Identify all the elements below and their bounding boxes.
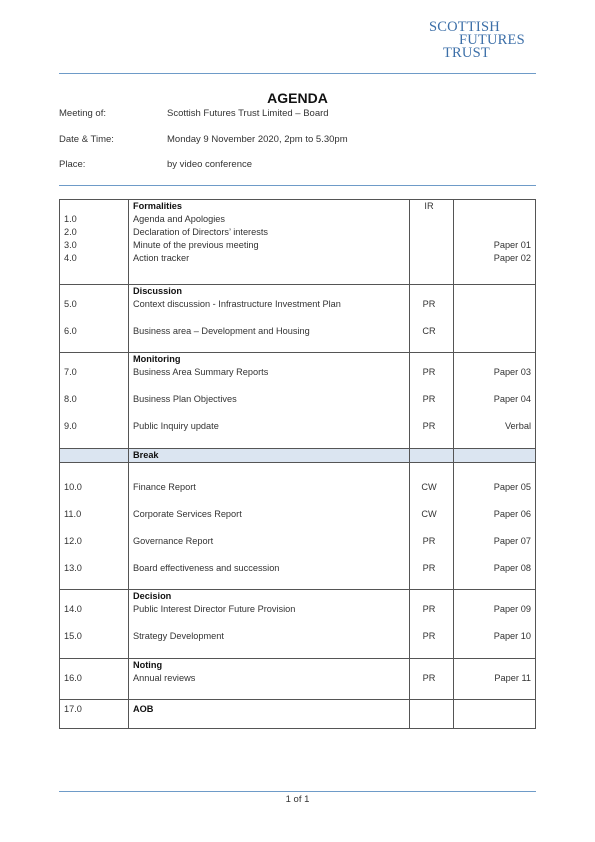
cell-content bbox=[410, 449, 453, 462]
item-number: 2.0 bbox=[64, 227, 77, 237]
item-paper: Verbal bbox=[504, 421, 531, 431]
agenda-cell bbox=[410, 463, 454, 590]
section-heading: Decision bbox=[133, 591, 172, 601]
cell-content bbox=[410, 285, 453, 352]
item-lead: PR bbox=[422, 673, 436, 683]
item-title: AOB bbox=[133, 704, 154, 714]
item-title: Board effectiveness and succession bbox=[133, 563, 280, 573]
item-title: Minute of the previous meeting bbox=[133, 240, 259, 250]
cell-content bbox=[454, 353, 535, 448]
item-paper: Paper 11 bbox=[494, 673, 531, 683]
agenda-cell bbox=[129, 353, 410, 449]
meta-value: by video conference bbox=[167, 159, 253, 170]
item-paper: Paper 05 bbox=[493, 482, 531, 492]
page-number: 1 of 1 bbox=[285, 794, 310, 805]
logo-line-trust: TRUST bbox=[443, 45, 490, 61]
agenda-body bbox=[60, 200, 536, 729]
item-title: Annual reviews bbox=[133, 673, 196, 683]
cell-content bbox=[454, 700, 535, 728]
agenda-cell bbox=[454, 200, 536, 285]
cell-content bbox=[410, 590, 453, 658]
agenda-section bbox=[60, 463, 536, 590]
item-title: Action tracker bbox=[133, 253, 190, 263]
item-paper: Paper 04 bbox=[493, 394, 531, 404]
item-number: 16.0 bbox=[64, 673, 82, 683]
agenda-cell bbox=[60, 463, 129, 590]
agenda-cell bbox=[129, 590, 410, 659]
item-lead: CW bbox=[421, 509, 437, 519]
agenda-cell bbox=[129, 659, 410, 700]
item-number: 6.0 bbox=[64, 326, 77, 336]
agenda-section bbox=[60, 659, 536, 700]
agenda-cell bbox=[60, 590, 129, 659]
agenda-cell bbox=[60, 200, 129, 285]
agenda-cell bbox=[60, 700, 129, 729]
agenda-section bbox=[60, 449, 536, 463]
item-title: Corporate Services Report bbox=[133, 509, 242, 519]
agenda-cell bbox=[410, 200, 454, 285]
agenda-cell bbox=[129, 700, 410, 729]
agenda-cell bbox=[129, 463, 410, 590]
item-lead: PR bbox=[422, 367, 436, 377]
cell-content bbox=[454, 659, 535, 699]
item-lead: PR bbox=[422, 631, 436, 641]
section-lead: IR bbox=[424, 201, 434, 211]
item-lead: PR bbox=[422, 563, 436, 573]
sft-logo bbox=[429, 21, 525, 60]
item-paper: Paper 07 bbox=[493, 536, 531, 546]
agenda-cell bbox=[410, 700, 454, 729]
cell-content bbox=[454, 463, 535, 589]
item-number: 15.0 bbox=[64, 631, 82, 641]
item-title: Agenda and Apologies bbox=[133, 214, 225, 224]
cell-content bbox=[60, 590, 128, 658]
agenda-cell bbox=[454, 659, 536, 700]
agenda-cell bbox=[454, 590, 536, 659]
item-lead: PR bbox=[422, 604, 436, 614]
meta-label: Place: bbox=[59, 159, 86, 170]
item-paper: Paper 06 bbox=[493, 509, 531, 519]
item-title: Public Interest Director Future Provision bbox=[133, 604, 296, 614]
item-title: Finance Report bbox=[133, 482, 196, 492]
item-paper: Paper 09 bbox=[493, 604, 531, 614]
agenda-cell bbox=[60, 659, 129, 700]
section-heading: Discussion bbox=[133, 286, 183, 296]
item-title: Public Inquiry update bbox=[133, 421, 219, 431]
cell-content bbox=[129, 590, 409, 658]
item-number: 8.0 bbox=[64, 394, 77, 404]
agenda-cell bbox=[60, 449, 129, 463]
section-heading: Break bbox=[133, 450, 159, 460]
agenda-section bbox=[60, 700, 536, 729]
logo-line-futures: FUTURES bbox=[459, 32, 525, 48]
cell-content bbox=[129, 463, 409, 589]
cell-content bbox=[129, 449, 409, 462]
agenda-section bbox=[60, 353, 536, 449]
item-title: Business Area Summary Reports bbox=[133, 367, 269, 377]
agenda-cell bbox=[129, 200, 410, 285]
item-number: 7.0 bbox=[64, 367, 77, 377]
section-heading: Formalities bbox=[133, 201, 183, 211]
item-lead: PR bbox=[422, 394, 436, 404]
agenda-cell bbox=[60, 353, 129, 449]
agenda-cell bbox=[454, 463, 536, 590]
agenda-cell bbox=[454, 285, 536, 353]
agenda-cell bbox=[410, 590, 454, 659]
cell-content bbox=[129, 200, 409, 284]
agenda-cell bbox=[410, 659, 454, 700]
cell-content bbox=[410, 659, 453, 699]
agenda-cell bbox=[60, 285, 129, 353]
agenda-section bbox=[60, 285, 536, 353]
item-number: 3.0 bbox=[64, 240, 77, 250]
item-title: Business Plan Objectives bbox=[133, 394, 237, 404]
agenda-section bbox=[60, 200, 536, 285]
cell-content bbox=[129, 353, 409, 448]
cell-content bbox=[60, 449, 128, 462]
item-title: Governance Report bbox=[133, 536, 214, 546]
item-paper: Paper 02 bbox=[493, 253, 531, 263]
meta-value: Scottish Futures Trust Limited – Board bbox=[167, 108, 329, 119]
item-title: Declaration of Directors’ interests bbox=[133, 227, 268, 237]
agenda-cell bbox=[454, 700, 536, 729]
item-number: 17.0 bbox=[64, 704, 82, 714]
cell-content bbox=[60, 659, 128, 699]
cell-content bbox=[129, 285, 409, 352]
item-lead: PR bbox=[422, 536, 436, 546]
agenda-cell bbox=[454, 449, 536, 463]
cell-content bbox=[454, 590, 535, 658]
item-paper: Paper 03 bbox=[493, 367, 531, 377]
page-title: AGENDA bbox=[267, 90, 328, 106]
section-heading: Monitoring bbox=[133, 354, 181, 364]
item-paper: Paper 01 bbox=[493, 240, 531, 250]
item-title: Context discussion - Infrastructure Investment Plan bbox=[133, 299, 341, 309]
cell-content bbox=[410, 200, 453, 284]
agenda-section bbox=[60, 590, 536, 659]
item-number: 11.0 bbox=[64, 509, 82, 519]
cell-content bbox=[60, 200, 128, 284]
item-lead: PR bbox=[422, 299, 436, 309]
cell-content bbox=[60, 353, 128, 448]
item-number: 1.0 bbox=[64, 214, 77, 224]
item-title: Business area – Development and Housing bbox=[133, 326, 310, 336]
agenda-cell bbox=[129, 285, 410, 353]
item-lead: CW bbox=[421, 482, 437, 492]
item-lead: PR bbox=[422, 421, 436, 431]
agenda-table bbox=[59, 199, 536, 729]
cell-content bbox=[410, 353, 453, 448]
item-paper: Paper 10 bbox=[493, 631, 531, 641]
item-number: 12.0 bbox=[64, 536, 82, 546]
agenda-cell bbox=[129, 449, 410, 463]
logo-line-scottish: SCOTTISH bbox=[429, 19, 500, 35]
agenda-cell bbox=[410, 353, 454, 449]
cell-content bbox=[129, 700, 409, 728]
cell-content bbox=[129, 659, 409, 699]
meta-label: Meeting of: bbox=[59, 108, 106, 119]
cell-content bbox=[454, 200, 535, 284]
cell-content bbox=[454, 285, 535, 352]
item-number: 4.0 bbox=[64, 253, 77, 263]
item-title: Strategy Development bbox=[133, 631, 224, 641]
cell-content bbox=[410, 700, 453, 728]
meta-rule bbox=[59, 185, 536, 186]
meta-value: Monday 9 November 2020, 2pm to 5.30pm bbox=[167, 134, 348, 145]
agenda-cell bbox=[454, 353, 536, 449]
item-number: 13.0 bbox=[64, 563, 82, 573]
cell-content bbox=[454, 449, 535, 462]
footer-rule bbox=[59, 791, 536, 792]
cell-content bbox=[60, 463, 128, 589]
cell-content bbox=[410, 463, 453, 589]
agenda-cell bbox=[410, 449, 454, 463]
meta-label: Date & Time: bbox=[59, 134, 114, 145]
agenda-cell bbox=[410, 285, 454, 353]
item-number: 14.0 bbox=[64, 604, 82, 614]
item-number: 5.0 bbox=[64, 299, 77, 309]
item-lead: CR bbox=[422, 326, 436, 336]
item-paper: Paper 08 bbox=[493, 563, 531, 573]
section-heading: Noting bbox=[133, 660, 163, 670]
item-number: 10.0 bbox=[64, 482, 82, 492]
cell-content bbox=[60, 700, 128, 728]
header-rule bbox=[59, 73, 536, 74]
item-number: 9.0 bbox=[64, 421, 77, 431]
cell-content bbox=[60, 285, 128, 352]
